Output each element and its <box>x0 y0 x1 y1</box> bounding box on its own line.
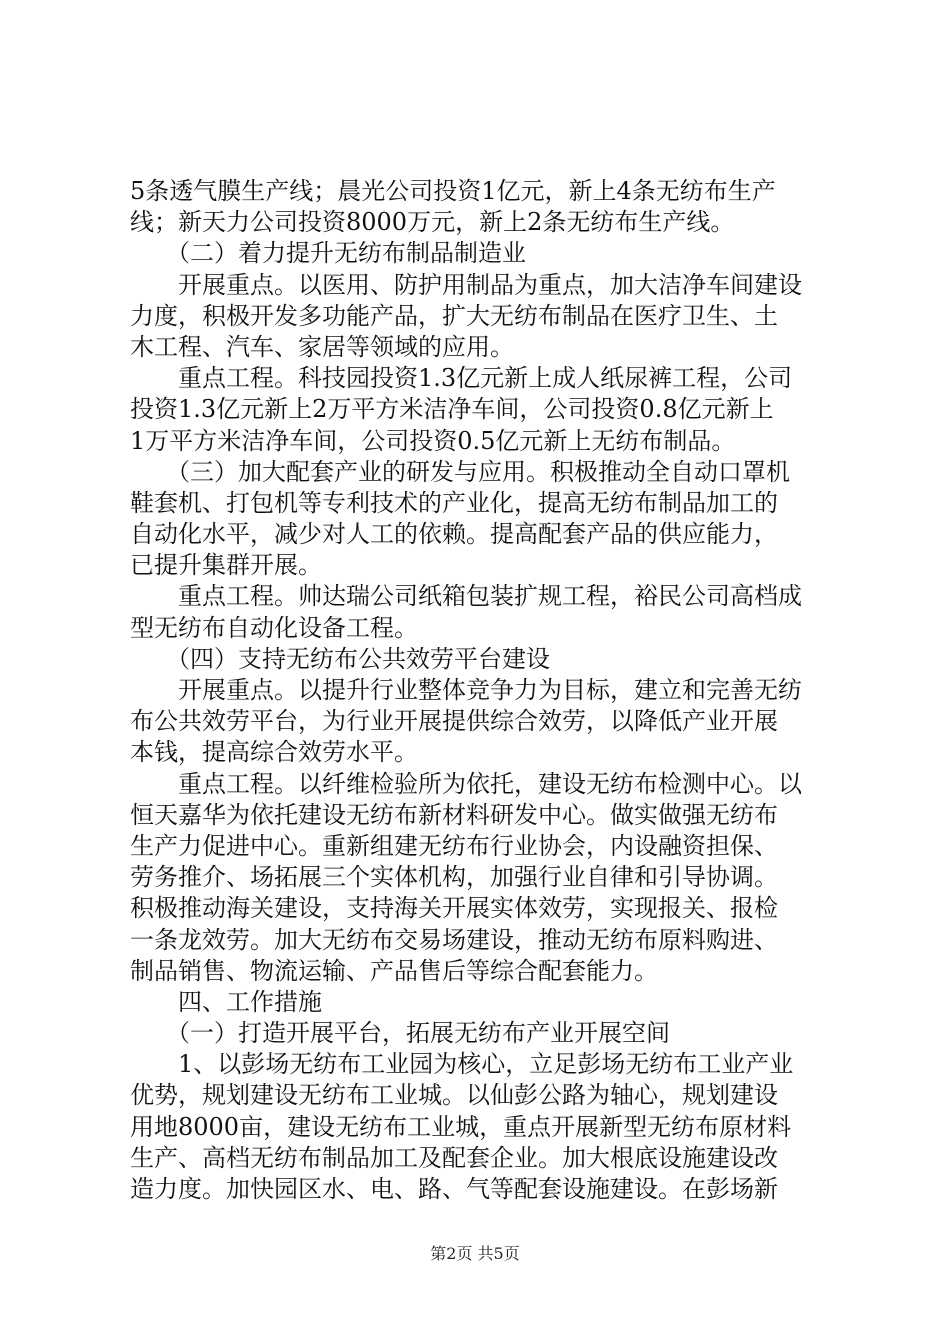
text-line: 开展重点。以医用、防护用制品为重点，加大洁净车间建设 <box>130 270 802 299</box>
section-heading: （一）打造开展平台，拓展无纺布产业开展空间 <box>130 1019 670 1048</box>
text-line: 投资1.3亿元新上2万平方米洁净车间，公司投资0.8亿元新上 <box>130 395 774 424</box>
text-line: 5条透气膜生产线；晨光公司投资1亿元，新上4条无纺布生产 <box>130 177 776 205</box>
text-line: 1、以彭场无纺布工业园为核心，立足彭场无纺布工业产业 <box>130 1050 794 1079</box>
text-line: 造力度。加快园区水、电、路、气等配套设施建设。在彭场新 <box>130 1175 778 1203</box>
text-line: 重点工程。帅达瑞公司纸箱包装扩规工程，裕民公司高档成 <box>130 582 802 611</box>
page-number-footer: 第2页 共5页 <box>430 1244 520 1263</box>
text-line: 开展重点。以提升行业整体竞争力为目标，建立和完善无纺 <box>130 676 802 704</box>
section-heading: （二）着力提升无纺布制品制造业 <box>130 239 526 268</box>
text-line: 1万平方米洁净车间，公司投资0.5亿元新上无纺布制品。 <box>130 426 736 455</box>
section-heading: （三）加大配套产业的研发与应用。积极推动全自动口罩机 <box>130 457 790 486</box>
text-line: 用地8000亩，建设无纺布工业城，重点开展新型无纺布原材料 <box>130 1112 792 1141</box>
text-line: 一条龙效劳。加大无纺布交易场建设，推动无纺布原料购进、 <box>130 925 778 954</box>
text-line: 恒天嘉华为依托建设无纺布新材料研发中心。做实做强无纺布 <box>130 800 778 829</box>
text-line: 重点工程。科技园投资1.3亿元新上成人纸尿裤工程，公司 <box>130 364 793 393</box>
text-line: 布公共效劳平台，为行业开展提供综合效劳，以降低产业开展 <box>130 707 778 736</box>
text-line: 生产力促进中心。重新组建无纺布行业协会，内设融资担保、 <box>130 831 778 860</box>
text-line: 力度，积极开发多功能产品，扩大无纺布制品在医疗卫生、土 <box>130 301 778 330</box>
text-line: 自动化水平，减少对人工的依赖。提高配套产品的供应能力， <box>130 520 778 549</box>
text-line: 已提升集群开展。 <box>130 551 322 580</box>
text-line: 积极推动海关建设，支持海关开展实体效劳，实现报关、报检 <box>130 894 778 923</box>
text-line: 劳务推介、场拓展三个实体机构，加强行业自律和引导协调。 <box>130 863 778 892</box>
text-line: 生产、高档无纺布制品加工及配套企业。加大根底设施建设改 <box>130 1143 778 1172</box>
text-line: 制品销售、物流运输、产品售后等综合配套能力。 <box>130 956 658 985</box>
text-line: 本钱，提高综合效劳水平。 <box>130 738 418 767</box>
text-line: 型无纺布自动化设备工程。 <box>130 613 418 642</box>
text-line: 鞋套机、打包机等专利技术的产业化，提高无纺布制品加工的 <box>130 488 778 517</box>
section-heading: 四、工作措施 <box>130 987 322 1016</box>
section-heading: （四）支持无纺布公共效劳平台建设 <box>130 644 550 673</box>
body-text <box>130 176 835 1205</box>
text-line: 木工程、汽车、家居等领域的应用。 <box>130 332 514 361</box>
text-line: 优势，规划建设无纺布工业城。以仙彭公路为轴心，规划建设 <box>130 1081 778 1110</box>
text-line: 重点工程。以纤维检验所为依托，建设无纺布检测中心。以 <box>130 769 802 798</box>
text-line: 线；新天力公司投资8000万元，新上2条无纺布生产线。 <box>130 208 735 237</box>
